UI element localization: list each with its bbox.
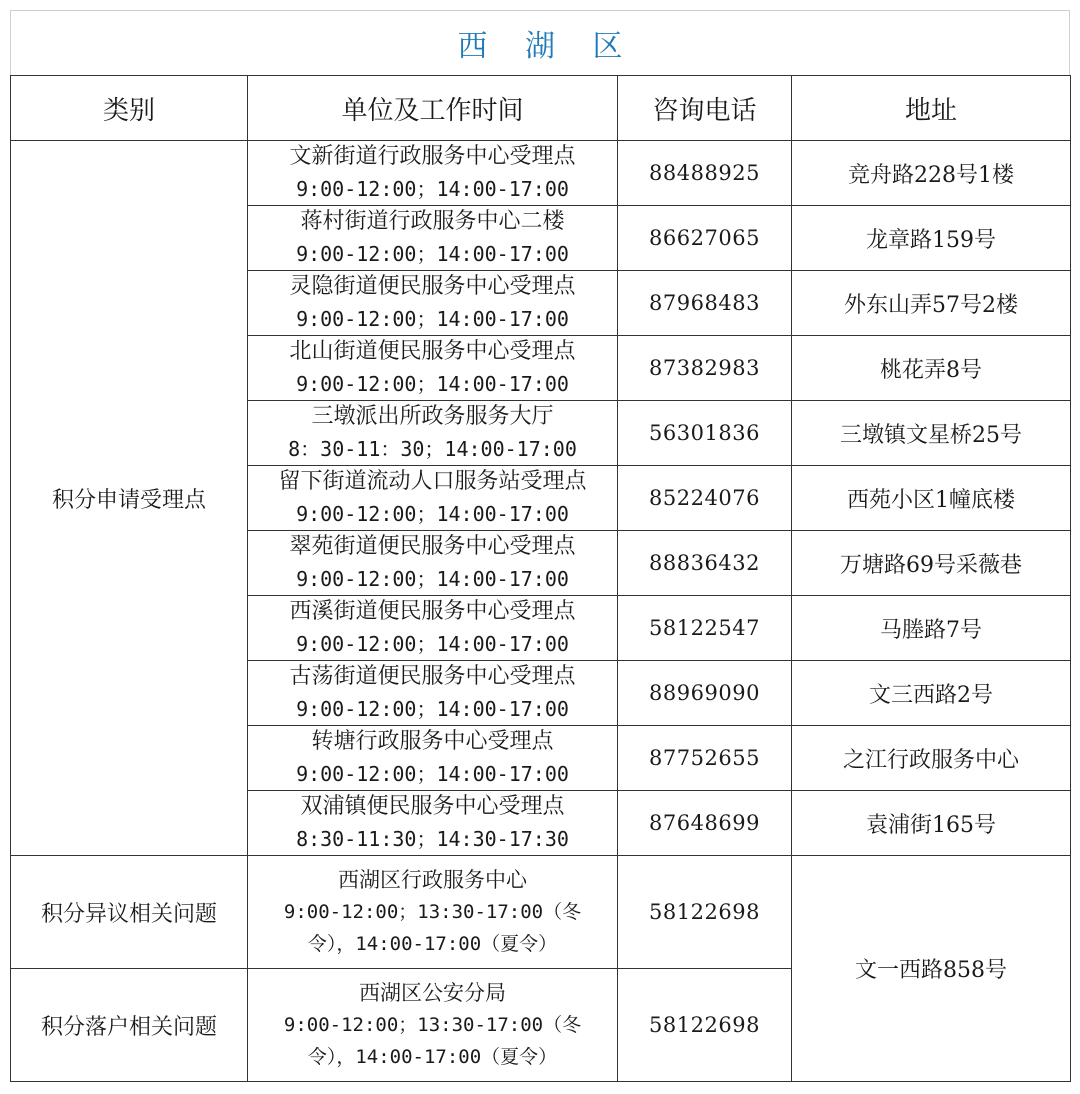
unit-cell <box>248 141 618 206</box>
header-unit-hours: 单位及工作时间 <box>248 76 618 141</box>
unit-cell <box>248 466 618 531</box>
unit-cell <box>248 401 618 466</box>
phone-cell: 58122547 <box>618 596 792 661</box>
shared-address-cell: 文一西路858号 <box>792 856 1071 1082</box>
phone-cell: 88836432 <box>618 531 792 596</box>
unit-cell <box>248 661 618 726</box>
address-cell: 外东山弄57号2楼 <box>792 271 1071 336</box>
table-row <box>11 141 1071 206</box>
phone-cell: 87648699 <box>618 791 792 856</box>
unit-name: 双浦镇便民服务中心受理点 <box>300 794 565 819</box>
work-hours: 9:00-12:00；14:00-17:00 <box>296 567 569 591</box>
address-cell: 之江行政服务中心 <box>792 726 1071 791</box>
phone-cell: 56301836 <box>618 401 792 466</box>
unit-cell <box>248 856 618 969</box>
unit-name: 翠苑街道便民服务中心受理点 <box>289 534 576 559</box>
header-row <box>11 76 1071 141</box>
work-hours: 9:00-12:00；14:00-17:00 <box>296 242 569 266</box>
phone-cell: 85224076 <box>618 466 792 531</box>
unit-cell <box>248 206 618 271</box>
work-hours: 9:00-12:00；14:00-17:00 <box>296 762 569 786</box>
work-hours: 9:00-12:00；14:00-17:00 <box>296 372 569 396</box>
title-banner <box>10 10 1070 75</box>
category-cell: 积分异议相关问题 <box>11 856 248 969</box>
unit-name: 古荡街道便民服务中心受理点 <box>289 664 576 689</box>
work-hours-line1: 9:00-12:00；13:30-17:00（冬 <box>283 1014 582 1036</box>
work-hours: 8:30-11:30；14:30-17:30 <box>296 827 569 851</box>
phone-cell: 88969090 <box>618 661 792 726</box>
unit-name: 蒋村街道行政服务中心二楼 <box>300 209 565 234</box>
address-cell: 竞舟路228号1楼 <box>792 141 1071 206</box>
unit-name: 三墩派出所政务服务大厅 <box>311 404 554 429</box>
unit-name: 转塘行政服务中心受理点 <box>311 729 554 754</box>
work-hours-line2: 令），14:00-17:00（夏令） <box>307 933 558 955</box>
work-hours: 9:00-12:00；14:00-17:00 <box>296 697 569 721</box>
unit-cell <box>248 336 618 401</box>
phone-cell: 87968483 <box>618 271 792 336</box>
address-cell: 三墩镇文星桥25号 <box>792 401 1071 466</box>
district-title: 西 湖 区 <box>457 29 637 64</box>
contact-sheet <box>10 10 1070 1086</box>
unit-name: 西溪街道便民服务中心受理点 <box>289 599 576 624</box>
unit-name: 文新街道行政服务中心受理点 <box>289 144 576 169</box>
work-hours-line2: 令），14:00-17:00（夏令） <box>307 1046 558 1068</box>
work-hours: 8：30-11：30；14:00-17:00 <box>288 437 577 461</box>
phone-cell: 86627065 <box>618 206 792 271</box>
phone-cell: 87752655 <box>618 726 792 791</box>
unit-name: 留下街道流动人口服务站受理点 <box>278 469 587 494</box>
work-hours: 9:00-12:00；14:00-17:00 <box>296 502 569 526</box>
unit-cell <box>248 726 618 791</box>
unit-cell <box>248 531 618 596</box>
address-cell: 马塍路7号 <box>792 596 1071 661</box>
unit-cell <box>248 969 618 1082</box>
phone-cell: 88488925 <box>618 141 792 206</box>
address-cell: 万塘路69号采薇巷 <box>792 531 1071 596</box>
service-points-table <box>10 75 1071 1082</box>
phone-cell: 58122698 <box>618 969 792 1082</box>
address-cell: 西苑小区1幢底楼 <box>792 466 1071 531</box>
work-hours: 9:00-12:00；14:00-17:00 <box>296 632 569 656</box>
work-hours: 9:00-12:00；14:00-17:00 <box>296 177 569 201</box>
header-category: 类别 <box>11 76 248 141</box>
unit-cell <box>248 596 618 661</box>
unit-name: 灵隐街道便民服务中心受理点 <box>289 274 576 299</box>
unit-name: 北山街道便民服务中心受理点 <box>289 339 576 364</box>
address-cell: 文三西路2号 <box>792 661 1071 726</box>
table-row <box>11 856 1071 969</box>
address-cell: 袁浦街165号 <box>792 791 1071 856</box>
unit-cell <box>248 271 618 336</box>
unit-name: 西湖区公安分局 <box>359 981 506 1005</box>
unit-cell <box>248 791 618 856</box>
category-cell: 积分落户相关问题 <box>11 969 248 1082</box>
phone-cell: 58122698 <box>618 856 792 969</box>
unit-name: 西湖区行政服务中心 <box>338 868 527 892</box>
header-address: 地址 <box>792 76 1071 141</box>
header-phone: 咨询电话 <box>618 76 792 141</box>
address-cell: 桃花弄8号 <box>792 336 1071 401</box>
phone-cell: 87382983 <box>618 336 792 401</box>
work-hours: 9:00-12:00；14:00-17:00 <box>296 307 569 331</box>
address-cell: 龙章路159号 <box>792 206 1071 271</box>
work-hours-line1: 9:00-12:00；13:30-17:00（冬 <box>283 901 582 923</box>
category-cell: 积分申请受理点 <box>11 141 248 856</box>
